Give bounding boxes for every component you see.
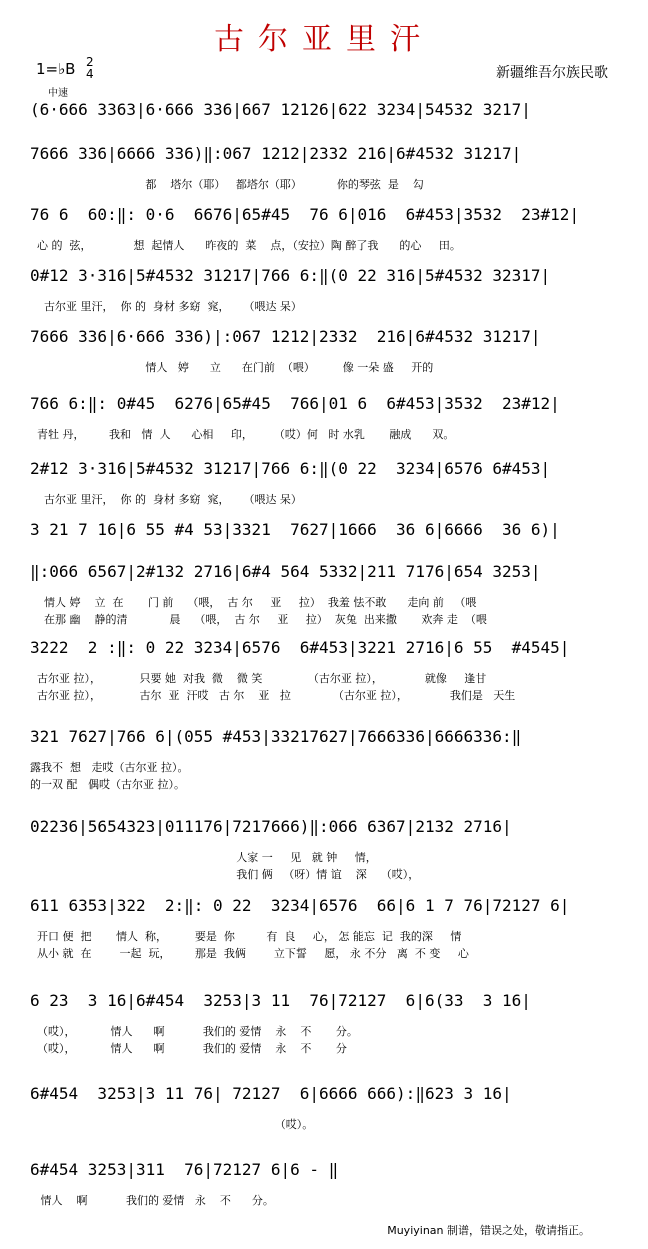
notation-line: 3 21 7 16|6 55 #4 53|3321 7627|1666 36 6|6666 36 6)|	[30, 520, 560, 539]
notation-line: 7666 336|6·666 336)|:067 1212|2332 216|6#4532 31217|	[30, 327, 541, 346]
lyric-line: 古尔亚 拉）， 古尔 亚 汗哎 古 尔 亚 拉 （古尔亚 拉）， 我们是 天生	[30, 689, 516, 702]
lyric-line: 青牡 丹， 我和 情 人 心相 印， （哎）何 时 水乳 融成 双。	[30, 428, 455, 441]
notation-line: 611 6353|322 2:‖: 0 22 3234|6576 66|6 1 7 76|72127 6|	[30, 896, 570, 915]
notation-line: 3222 2 :‖: 0 22 3234|6576 6#453|3221 2716|6 55 #4545|	[30, 638, 570, 657]
lyric-line: （哎）， 情人 啊 我们的 爱情 永 不 分。	[30, 1025, 358, 1038]
lyric-line: 心 的 弦， 想 起情人 昨夜的 菜 点，（安拉）陶 醉了我 的心 田。	[30, 239, 461, 252]
lyric-line: 开口 便 把 情人 称， 要是 你 有 良 心， 怎 能忘 记 我的深 情	[30, 930, 462, 943]
notation-line: 02236|5654323|011176|7217666)‖:066 6367|2132 2716|	[30, 817, 512, 836]
lyric-line: 人家 一 见 就 钟 情，	[30, 851, 377, 864]
meter-bottom: 4	[86, 67, 94, 81]
notation-line: 6 23 3 16|6#454 3253|3 11 76|72127 6|6(33 3 16|	[30, 991, 531, 1010]
tempo-marking: 中速	[48, 88, 68, 99]
lyric-line: 的一双 配 偶哎（古尔亚 拉）。	[30, 778, 185, 791]
lyric-line: （哎）。	[30, 1118, 314, 1131]
notation-line: 6#454 3253|311 76|72127 6|6 - ‖	[30, 1160, 339, 1179]
lyric-line: 情人 婷 立 在 门 前 （喂， 古 尔 亚 拉） 我羞 怯不敢 走向 前 （喂	[30, 596, 477, 609]
lyric-line: 古尔亚 里汗， 你 的 身材 多窈 窕， （喂达 呆）	[30, 300, 302, 313]
time-signature	[86, 56, 94, 80]
notation-line: 6#454 3253|3 11 76| 72127 6|6666 666):‖623 3 16|	[30, 1084, 512, 1103]
lyric-line: 我们 俩 （呀）情 谊 深 （哎），	[30, 868, 420, 881]
notation-line: 766 6:‖: 0#45 6276|65#45 766|01 6 6#453|3532 23#12|	[30, 394, 560, 413]
lyric-line: 情人 婷 立 在门前 （喂） 像 一朵 盛 开的	[30, 361, 434, 374]
lyric-line: 从小 就 在 一起 玩， 那是 我俩 立下誓 愿， 永 不分 离 不 变 心	[30, 947, 469, 960]
meter-top: 2	[86, 55, 94, 69]
notation-line: 7666 336|6666 336)‖:067 1212|2332 216|6#4532 31217|	[30, 144, 522, 163]
lyric-line: 都 塔尔（耶） 都塔尔（耶） 你的琴弦 是 勾	[30, 178, 424, 191]
notation-line: 2#12 3·316|5#4532 31217|766 6:‖(0 22 3234|6576 6#453|	[30, 459, 551, 478]
lyric-line: 古尔亚 拉）， 只要 她 对我 微 微 笑 （古尔亚 拉）， 就像 逢甘	[30, 672, 487, 685]
notation-line: 321 7627|766 6|(055 #453|33217627|7666336|6666336:‖	[30, 727, 522, 746]
song-source: 新疆维吾尔族民歌	[496, 65, 608, 81]
lyric-line: （哎）， 情人 啊 我们的 爱情 永 不 分	[30, 1042, 347, 1055]
lyric-line: 情人 啊 我们的 爱情 永 不 分。	[30, 1194, 274, 1207]
notation-line: 0#12 3·316|5#4532 31217|766 6:‖(0 22 316|5#4532 32317|	[30, 266, 551, 285]
lyric-line: 在那 幽 静的清 晨 （喂， 古 尔 亚 拉） 灰兔 出来撒 欢奔 走 （喂	[30, 613, 487, 626]
notation-line: 76 6 60:‖: 0·6 6676|65#45 76 6|016 6#453|3532 23#12|	[30, 205, 580, 224]
key-signature: 1=♭B	[36, 60, 76, 78]
lyric-line: 古尔亚 里汗， 你 的 身材 多窈 窕， （喂达 呆）	[30, 493, 302, 506]
song-title: 古尔亚里汗	[214, 22, 434, 57]
lyric-line: 露我不 想 走哎（古尔亚 拉）。	[30, 761, 189, 774]
footer-credit: Muyiyinan 制谱，错误之处，敬请指正。	[387, 1224, 590, 1237]
notation-line: (6·666 3363|6·666 336|667 12126|622 3234|54532 3217|	[30, 100, 531, 119]
notation-line: ‖:066 6567|2#132 2716|6#4 564 5332|211 7176|654 3253|	[30, 562, 541, 581]
